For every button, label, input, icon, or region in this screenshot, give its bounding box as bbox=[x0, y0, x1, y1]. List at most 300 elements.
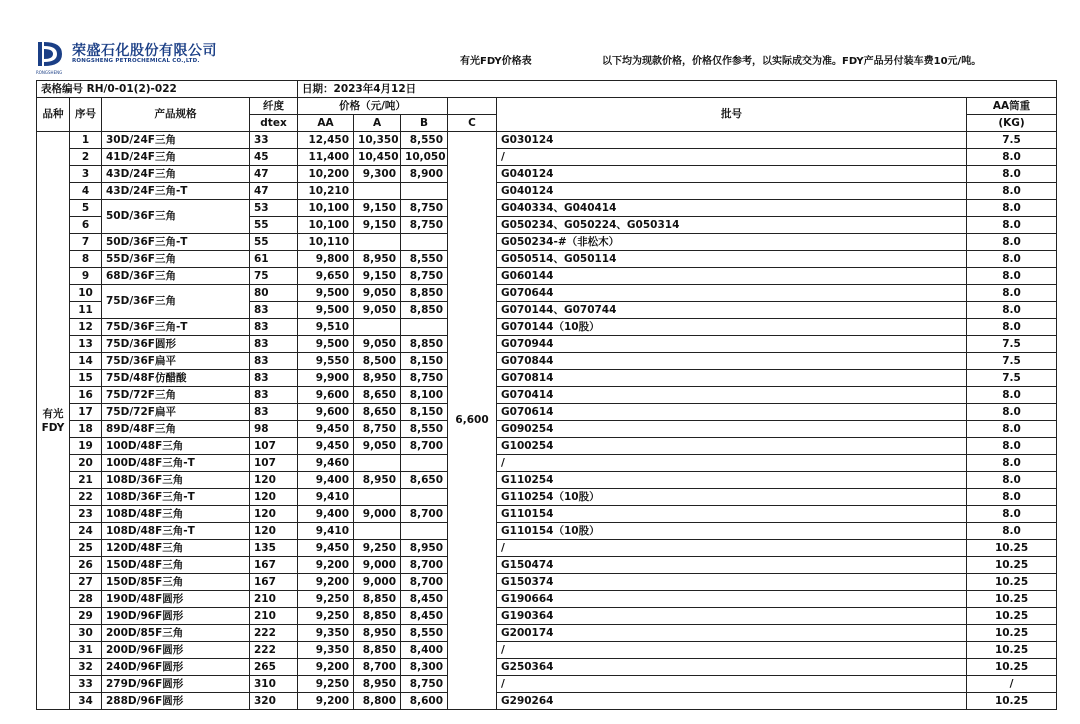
fineness-dtex: 120 bbox=[250, 506, 298, 523]
document-title: 有光FDY价格表 bbox=[460, 56, 532, 67]
batch-number: G040334、G040414 bbox=[497, 200, 967, 217]
price-table bbox=[36, 80, 1057, 710]
price-a bbox=[354, 489, 401, 506]
product-spec: 75D/36F扁平 bbox=[102, 353, 250, 370]
col-c: C bbox=[448, 115, 497, 132]
table-row bbox=[37, 251, 1057, 268]
fineness-dtex: 107 bbox=[250, 438, 298, 455]
price-b: 8,650 bbox=[401, 472, 448, 489]
price-b: 8,950 bbox=[401, 540, 448, 557]
product-spec: 75D/36F三角 bbox=[102, 285, 250, 319]
aa-bobbin-weight: 8.0 bbox=[967, 506, 1057, 523]
price-a: 9,250 bbox=[354, 540, 401, 557]
row-number: 34 bbox=[70, 693, 102, 710]
aa-bobbin-weight: 10.25 bbox=[967, 693, 1057, 710]
price-b: 8,550 bbox=[401, 421, 448, 438]
col-dtex: dtex bbox=[250, 115, 298, 132]
product-spec: 55D/36F三角 bbox=[102, 251, 250, 268]
row-number: 10 bbox=[70, 285, 102, 302]
price-a: 10,350 bbox=[354, 132, 401, 149]
aa-bobbin-weight: 8.0 bbox=[967, 472, 1057, 489]
aa-bobbin-weight: 8.0 bbox=[967, 387, 1057, 404]
aa-bobbin-weight: 8.0 bbox=[967, 455, 1057, 472]
fineness-dtex: 107 bbox=[250, 455, 298, 472]
batch-number: G100254 bbox=[497, 438, 967, 455]
table-row bbox=[37, 625, 1057, 642]
aa-bobbin-weight: 7.5 bbox=[967, 336, 1057, 353]
batch-number: G290264 bbox=[497, 693, 967, 710]
batch-number: G110254 bbox=[497, 472, 967, 489]
batch-number: G070414 bbox=[497, 387, 967, 404]
price-a: 9,150 bbox=[354, 268, 401, 285]
page-header bbox=[36, 38, 1056, 78]
price-c: 6,600 bbox=[448, 132, 497, 710]
price-a: 8,800 bbox=[354, 693, 401, 710]
product-spec: 120D/48F三角 bbox=[102, 540, 250, 557]
product-spec: 50D/36F三角 bbox=[102, 200, 250, 234]
row-number: 29 bbox=[70, 608, 102, 625]
table-row bbox=[37, 659, 1057, 676]
aa-bobbin-weight: 10.25 bbox=[967, 625, 1057, 642]
aa-bobbin-weight: 8.0 bbox=[967, 234, 1057, 251]
row-number: 13 bbox=[70, 336, 102, 353]
price-b: 8,750 bbox=[401, 676, 448, 693]
batch-number: G070944 bbox=[497, 336, 967, 353]
row-number: 23 bbox=[70, 506, 102, 523]
category-cell bbox=[37, 132, 70, 710]
product-spec: 190D/48F圆形 bbox=[102, 591, 250, 608]
fineness-dtex: 83 bbox=[250, 353, 298, 370]
aa-bobbin-weight: 8.0 bbox=[967, 166, 1057, 183]
price-aa: 9,350 bbox=[298, 625, 354, 642]
row-number: 8 bbox=[70, 251, 102, 268]
product-spec: 150D/48F三角 bbox=[102, 557, 250, 574]
table-row bbox=[37, 234, 1057, 251]
price-b: 8,100 bbox=[401, 387, 448, 404]
batch-number: G040124 bbox=[497, 166, 967, 183]
col-batch: 批号 bbox=[497, 98, 967, 132]
product-spec: 100D/48F三角 bbox=[102, 438, 250, 455]
price-aa: 10,100 bbox=[298, 200, 354, 217]
batch-number: G050234-#（非松木） bbox=[497, 234, 967, 251]
price-a: 9,300 bbox=[354, 166, 401, 183]
price-a: 8,650 bbox=[354, 387, 401, 404]
fineness-dtex: 75 bbox=[250, 268, 298, 285]
col-category: 品种 bbox=[37, 98, 70, 132]
category-line2: FDY bbox=[41, 421, 65, 434]
row-number: 12 bbox=[70, 319, 102, 336]
batch-number: G070814 bbox=[497, 370, 967, 387]
batch-number: G070844 bbox=[497, 353, 967, 370]
row-number: 7 bbox=[70, 234, 102, 251]
row-number: 30 bbox=[70, 625, 102, 642]
batch-number: G040124 bbox=[497, 183, 967, 200]
batch-number: / bbox=[497, 540, 967, 557]
product-spec: 89D/48F三角 bbox=[102, 421, 250, 438]
price-a: 10,450 bbox=[354, 149, 401, 166]
aa-bobbin-weight: 10.25 bbox=[967, 659, 1057, 676]
price-aa: 10,200 bbox=[298, 166, 354, 183]
aa-bobbin-weight: 10.25 bbox=[967, 608, 1057, 625]
table-row bbox=[37, 370, 1057, 387]
product-spec: 200D/85F三角 bbox=[102, 625, 250, 642]
price-a: 8,850 bbox=[354, 642, 401, 659]
product-spec: 50D/36F三角-T bbox=[102, 234, 250, 251]
header-row-1 bbox=[37, 98, 1057, 115]
table-row bbox=[37, 455, 1057, 472]
fineness-dtex: 83 bbox=[250, 387, 298, 404]
batch-number: G110154（10股） bbox=[497, 523, 967, 540]
batch-number: G050514、G050114 bbox=[497, 251, 967, 268]
row-number: 16 bbox=[70, 387, 102, 404]
row-number: 9 bbox=[70, 268, 102, 285]
fineness-dtex: 167 bbox=[250, 574, 298, 591]
table-row bbox=[37, 421, 1057, 438]
table-row bbox=[37, 404, 1057, 421]
aa-bobbin-weight: 8.0 bbox=[967, 319, 1057, 336]
col-spec: 产品规格 bbox=[102, 98, 250, 132]
fineness-dtex: 55 bbox=[250, 217, 298, 234]
product-spec: 43D/24F三角-T bbox=[102, 183, 250, 200]
product-spec: 100D/48F三角-T bbox=[102, 455, 250, 472]
batch-number: G110254（10股） bbox=[497, 489, 967, 506]
aa-bobbin-weight: 10.25 bbox=[967, 557, 1057, 574]
row-number: 15 bbox=[70, 370, 102, 387]
price-b: 8,750 bbox=[401, 268, 448, 285]
price-b: 8,700 bbox=[401, 574, 448, 591]
product-spec: 30D/24F三角 bbox=[102, 132, 250, 149]
row-number: 14 bbox=[70, 353, 102, 370]
company-logo bbox=[36, 38, 236, 75]
aa-bobbin-weight: 8.0 bbox=[967, 421, 1057, 438]
price-a: 8,950 bbox=[354, 370, 401, 387]
price-aa: 11,400 bbox=[298, 149, 354, 166]
product-spec: 68D/36F三角 bbox=[102, 268, 250, 285]
row-number: 1 bbox=[70, 132, 102, 149]
table-row bbox=[37, 693, 1057, 710]
fineness-dtex: 98 bbox=[250, 421, 298, 438]
product-spec: 75D/36F三角-T bbox=[102, 319, 250, 336]
price-aa: 9,200 bbox=[298, 659, 354, 676]
batch-number: G150374 bbox=[497, 574, 967, 591]
batch-number: G070614 bbox=[497, 404, 967, 421]
table-row bbox=[37, 591, 1057, 608]
aa-bobbin-weight: 8.0 bbox=[967, 438, 1057, 455]
aa-bobbin-weight: / bbox=[967, 676, 1057, 693]
batch-number: G030124 bbox=[497, 132, 967, 149]
col-aa: AA bbox=[298, 115, 354, 132]
price-b: 8,700 bbox=[401, 557, 448, 574]
price-aa: 9,200 bbox=[298, 557, 354, 574]
product-spec: 200D/96F圆形 bbox=[102, 642, 250, 659]
meta-row bbox=[37, 81, 1057, 98]
price-aa: 9,250 bbox=[298, 676, 354, 693]
row-number: 31 bbox=[70, 642, 102, 659]
price-aa: 9,500 bbox=[298, 285, 354, 302]
fineness-dtex: 83 bbox=[250, 336, 298, 353]
price-aa: 9,450 bbox=[298, 421, 354, 438]
price-b: 8,750 bbox=[401, 370, 448, 387]
price-aa: 9,800 bbox=[298, 251, 354, 268]
document-date: 日期：2023年4月12日 bbox=[298, 81, 1057, 98]
aa-bobbin-weight: 8.0 bbox=[967, 489, 1057, 506]
price-a: 8,950 bbox=[354, 676, 401, 693]
fineness-dtex: 120 bbox=[250, 489, 298, 506]
table-row bbox=[37, 285, 1057, 302]
table-row bbox=[37, 319, 1057, 336]
fineness-dtex: 310 bbox=[250, 676, 298, 693]
fineness-dtex: 167 bbox=[250, 557, 298, 574]
table-row bbox=[37, 200, 1057, 217]
batch-number: G070144、G070744 bbox=[497, 302, 967, 319]
table-row bbox=[37, 574, 1057, 591]
price-aa: 12,450 bbox=[298, 132, 354, 149]
product-spec: 75D/72F扁平 bbox=[102, 404, 250, 421]
row-number: 25 bbox=[70, 540, 102, 557]
price-a: 9,050 bbox=[354, 302, 401, 319]
price-a: 8,850 bbox=[354, 608, 401, 625]
batch-number: G060144 bbox=[497, 268, 967, 285]
price-a bbox=[354, 234, 401, 251]
col-a: A bbox=[354, 115, 401, 132]
table-row bbox=[37, 353, 1057, 370]
price-aa: 9,450 bbox=[298, 540, 354, 557]
col-b: B bbox=[401, 115, 448, 132]
price-a bbox=[354, 455, 401, 472]
price-aa: 9,600 bbox=[298, 387, 354, 404]
table-row bbox=[37, 268, 1057, 285]
price-a bbox=[354, 523, 401, 540]
product-spec: 41D/24F三角 bbox=[102, 149, 250, 166]
product-spec: 288D/96F圆形 bbox=[102, 693, 250, 710]
price-b: 8,850 bbox=[401, 285, 448, 302]
company-name-en: RONGSHENG PETROCHEMICAL CO.,LTD. bbox=[72, 58, 200, 64]
fineness-dtex: 120 bbox=[250, 523, 298, 540]
price-a bbox=[354, 183, 401, 200]
price-aa: 9,600 bbox=[298, 404, 354, 421]
price-b: 8,850 bbox=[401, 302, 448, 319]
price-b: 8,150 bbox=[401, 353, 448, 370]
product-spec: 108D/36F三角 bbox=[102, 472, 250, 489]
aa-bobbin-weight: 10.25 bbox=[967, 591, 1057, 608]
price-b: 10,050 bbox=[401, 149, 448, 166]
aa-bobbin-weight: 10.25 bbox=[967, 642, 1057, 659]
aa-bobbin-weight: 8.0 bbox=[967, 200, 1057, 217]
price-b: 8,600 bbox=[401, 693, 448, 710]
col-weight-unit: (KG) bbox=[967, 115, 1057, 132]
price-b: 8,700 bbox=[401, 438, 448, 455]
row-number: 19 bbox=[70, 438, 102, 455]
table-row bbox=[37, 489, 1057, 506]
product-spec: 190D/96F圆形 bbox=[102, 608, 250, 625]
document-note: 以下均为现款价格，价格仅作参考，以实际成交为准。FDY产品另付装车费10元/吨。 bbox=[602, 56, 982, 67]
price-a: 9,050 bbox=[354, 336, 401, 353]
price-a: 8,500 bbox=[354, 353, 401, 370]
fineness-dtex: 55 bbox=[250, 234, 298, 251]
product-spec: 108D/48F三角-T bbox=[102, 523, 250, 540]
aa-bobbin-weight: 8.0 bbox=[967, 302, 1057, 319]
price-aa: 9,200 bbox=[298, 574, 354, 591]
fineness-dtex: 222 bbox=[250, 625, 298, 642]
product-spec: 108D/36F三角-T bbox=[102, 489, 250, 506]
fineness-dtex: 83 bbox=[250, 302, 298, 319]
batch-number: / bbox=[497, 642, 967, 659]
row-number: 18 bbox=[70, 421, 102, 438]
price-aa: 9,450 bbox=[298, 438, 354, 455]
price-a: 8,950 bbox=[354, 251, 401, 268]
price-a: 9,150 bbox=[354, 217, 401, 234]
price-aa: 9,900 bbox=[298, 370, 354, 387]
price-aa: 9,250 bbox=[298, 591, 354, 608]
fineness-dtex: 45 bbox=[250, 149, 298, 166]
row-number: 28 bbox=[70, 591, 102, 608]
price-b: 8,550 bbox=[401, 251, 448, 268]
price-b: 8,400 bbox=[401, 642, 448, 659]
price-b: 8,300 bbox=[401, 659, 448, 676]
price-aa: 9,350 bbox=[298, 642, 354, 659]
price-a: 9,150 bbox=[354, 200, 401, 217]
fineness-dtex: 33 bbox=[250, 132, 298, 149]
price-a: 8,950 bbox=[354, 472, 401, 489]
price-a: 9,000 bbox=[354, 506, 401, 523]
row-number: 20 bbox=[70, 455, 102, 472]
price-a: 8,950 bbox=[354, 625, 401, 642]
fineness-dtex: 80 bbox=[250, 285, 298, 302]
aa-bobbin-weight: 7.5 bbox=[967, 370, 1057, 387]
price-a: 9,050 bbox=[354, 438, 401, 455]
col-weight: AA筒重 bbox=[967, 98, 1057, 115]
row-number: 32 bbox=[70, 659, 102, 676]
table-row bbox=[37, 336, 1057, 353]
product-spec: 75D/36F圆形 bbox=[102, 336, 250, 353]
row-number: 21 bbox=[70, 472, 102, 489]
product-spec: 43D/24F三角 bbox=[102, 166, 250, 183]
aa-bobbin-weight: 8.0 bbox=[967, 523, 1057, 540]
price-b: 8,150 bbox=[401, 404, 448, 421]
price-aa: 10,100 bbox=[298, 217, 354, 234]
table-row bbox=[37, 472, 1057, 489]
row-number: 5 bbox=[70, 200, 102, 217]
price-b bbox=[401, 319, 448, 336]
price-aa: 9,410 bbox=[298, 523, 354, 540]
price-aa: 9,460 bbox=[298, 455, 354, 472]
product-spec: 240D/96F圆形 bbox=[102, 659, 250, 676]
aa-bobbin-weight: 8.0 bbox=[967, 268, 1057, 285]
batch-number: / bbox=[497, 455, 967, 472]
price-b: 8,550 bbox=[401, 132, 448, 149]
batch-number: G050234、G050224、G050314 bbox=[497, 217, 967, 234]
fineness-dtex: 53 bbox=[250, 200, 298, 217]
row-number: 4 bbox=[70, 183, 102, 200]
table-row bbox=[37, 540, 1057, 557]
row-number: 6 bbox=[70, 217, 102, 234]
fineness-dtex: 120 bbox=[250, 472, 298, 489]
row-number: 26 bbox=[70, 557, 102, 574]
price-a: 8,850 bbox=[354, 591, 401, 608]
row-number: 33 bbox=[70, 676, 102, 693]
price-b bbox=[401, 455, 448, 472]
price-b bbox=[401, 523, 448, 540]
price-b bbox=[401, 489, 448, 506]
price-aa: 9,550 bbox=[298, 353, 354, 370]
table-row bbox=[37, 608, 1057, 625]
aa-bobbin-weight: 7.5 bbox=[967, 353, 1057, 370]
batch-number: / bbox=[497, 676, 967, 693]
price-b: 8,750 bbox=[401, 200, 448, 217]
price-aa: 9,650 bbox=[298, 268, 354, 285]
price-b: 8,450 bbox=[401, 608, 448, 625]
fineness-dtex: 83 bbox=[250, 404, 298, 421]
aa-bobbin-weight: 8.0 bbox=[967, 285, 1057, 302]
price-aa: 9,200 bbox=[298, 693, 354, 710]
price-a bbox=[354, 319, 401, 336]
price-aa: 9,510 bbox=[298, 319, 354, 336]
batch-number: G090254 bbox=[497, 421, 967, 438]
fineness-dtex: 83 bbox=[250, 319, 298, 336]
price-aa: 9,250 bbox=[298, 608, 354, 625]
row-number: 11 bbox=[70, 302, 102, 319]
price-aa: 9,410 bbox=[298, 489, 354, 506]
product-spec: 75D/48F仿醋酸 bbox=[102, 370, 250, 387]
fineness-dtex: 135 bbox=[250, 540, 298, 557]
row-number: 3 bbox=[70, 166, 102, 183]
product-spec: 150D/85F三角 bbox=[102, 574, 250, 591]
table-row bbox=[37, 166, 1057, 183]
col-fineness: 纤度 bbox=[250, 98, 298, 115]
table-row bbox=[37, 438, 1057, 455]
batch-number: G070644 bbox=[497, 285, 967, 302]
logo-small-text: RONGSHENG bbox=[36, 70, 63, 75]
price-aa: 9,500 bbox=[298, 336, 354, 353]
row-number: 24 bbox=[70, 523, 102, 540]
fineness-dtex: 320 bbox=[250, 693, 298, 710]
col-empty bbox=[448, 98, 497, 115]
batch-number: G110154 bbox=[497, 506, 967, 523]
row-number: 27 bbox=[70, 574, 102, 591]
product-spec: 108D/48F三角 bbox=[102, 506, 250, 523]
batch-number: G190664 bbox=[497, 591, 967, 608]
batch-number: / bbox=[497, 149, 967, 166]
price-aa: 9,500 bbox=[298, 302, 354, 319]
fineness-dtex: 222 bbox=[250, 642, 298, 659]
price-a: 8,650 bbox=[354, 404, 401, 421]
price-aa: 10,110 bbox=[298, 234, 354, 251]
table-row bbox=[37, 149, 1057, 166]
fineness-dtex: 83 bbox=[250, 370, 298, 387]
table-row bbox=[37, 506, 1057, 523]
aa-bobbin-weight: 10.25 bbox=[967, 574, 1057, 591]
aa-bobbin-weight: 8.0 bbox=[967, 217, 1057, 234]
table-row bbox=[37, 676, 1057, 693]
aa-bobbin-weight: 8.0 bbox=[967, 183, 1057, 200]
price-b: 8,550 bbox=[401, 625, 448, 642]
fineness-dtex: 210 bbox=[250, 608, 298, 625]
price-b: 8,750 bbox=[401, 217, 448, 234]
price-a: 9,000 bbox=[354, 574, 401, 591]
form-number: 表格编号 RH/0-01(2)-022 bbox=[37, 81, 298, 98]
fineness-dtex: 61 bbox=[250, 251, 298, 268]
fineness-dtex: 47 bbox=[250, 183, 298, 200]
product-spec: 75D/72F三角 bbox=[102, 387, 250, 404]
price-aa: 9,400 bbox=[298, 506, 354, 523]
table-row bbox=[37, 387, 1057, 404]
price-b: 8,700 bbox=[401, 506, 448, 523]
batch-number: G190364 bbox=[497, 608, 967, 625]
price-b bbox=[401, 183, 448, 200]
price-b: 8,850 bbox=[401, 336, 448, 353]
fineness-dtex: 47 bbox=[250, 166, 298, 183]
batch-number: G150474 bbox=[497, 557, 967, 574]
